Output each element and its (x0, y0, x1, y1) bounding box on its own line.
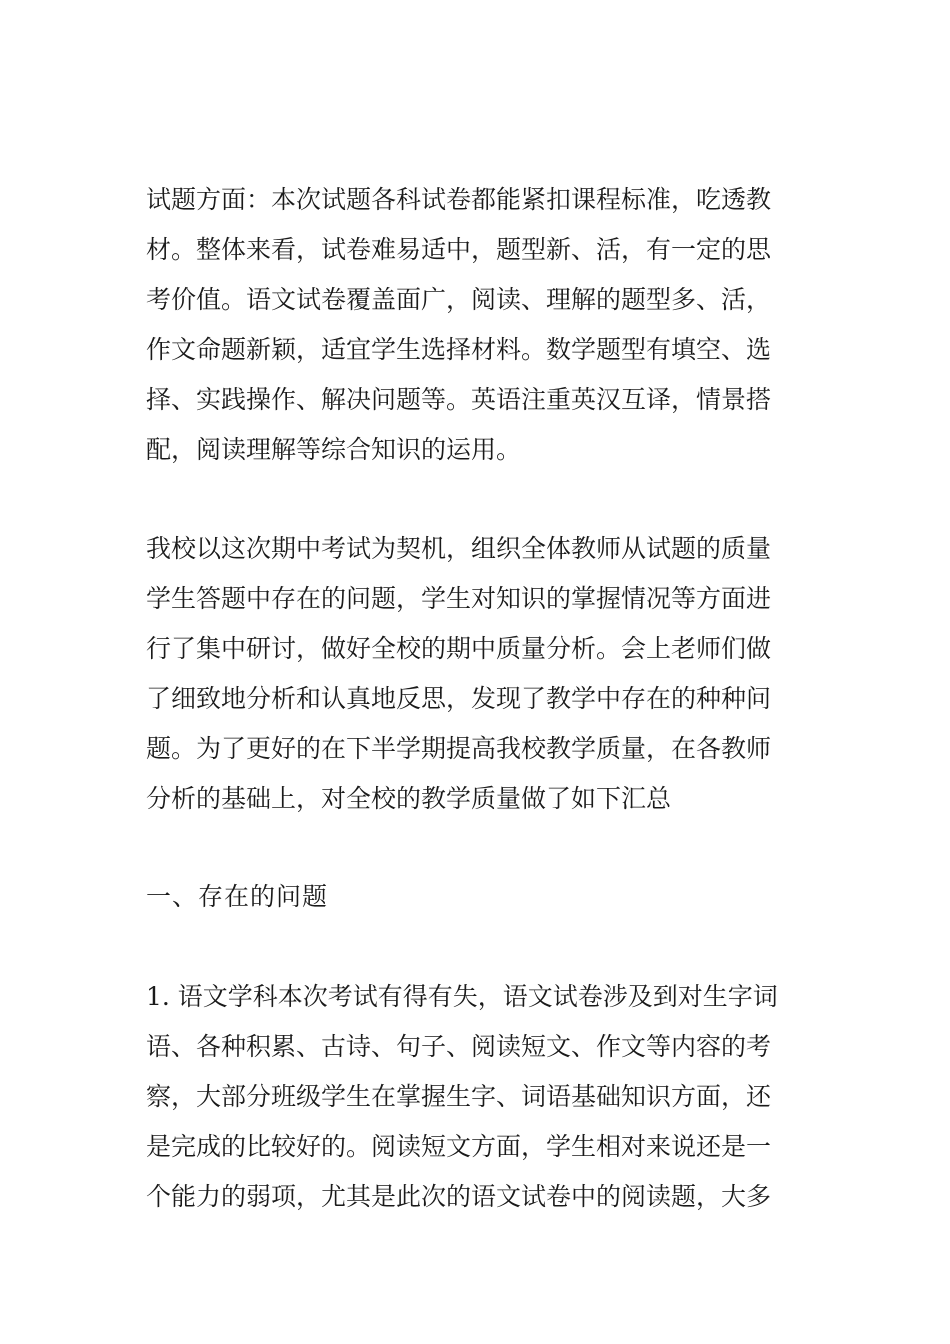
section-heading: 一、存在的问题 (146, 882, 329, 911)
paragraph-1-line-1: 试题方面：本次试题各科试卷都能紧扣课程标准，吃透教 (146, 185, 772, 214)
paragraph-1-line-6: 配，阅读理解等综合知识的运用。 (146, 435, 522, 464)
paragraph-2-line-3: 行了集中研讨，做好全校的期中质量分析。会上老师们做 (146, 634, 772, 663)
paragraph-3-line-4: 是完成的比较好的。阅读短文方面，学生相对来说还是一 (146, 1132, 772, 1161)
paragraph-3-line-3: 察，大部分班级学生在掌握生字、词语基础知识方面，还 (146, 1082, 772, 1111)
paragraph-1-line-3: 考价值。语文试卷覆盖面广，阅读、理解的题型多、活， (146, 285, 772, 314)
paragraph-2-line-5: 题。为了更好的在下半学期提高我校教学质量，在各教师 (146, 734, 772, 763)
paragraph-3-line-2: 语、各种积累、古诗、句子、阅读短文、作文等内容的考 (146, 1032, 772, 1061)
paragraph-2-line-1: 我校以这次期中考试为契机，组织全体教师从试题的质量 (146, 534, 772, 563)
paragraph-1-line-5: 择、实践操作、解决问题等。英语注重英汉互译，情景搭 (146, 385, 772, 414)
paragraph-2-line-6: 分析的基础上，对全校的教学质量做了如下汇总 (146, 784, 672, 813)
paragraph-1-line-2: 材。整体来看，试卷难易适中，题型新、活，有一定的思 (146, 235, 772, 264)
paragraph-2-line-4: 了细致地分析和认真地反思，发现了教学中存在的种种问 (146, 684, 772, 713)
paragraph-1-line-4: 作文命题新颖，适宜学生选择材料。数学题型有填空、选 (146, 335, 772, 364)
paragraph-3-line-1: 1. 语文学科本次考试有得有失，语文试卷涉及到对生字词 (146, 982, 778, 1011)
paragraph-2-line-2: 学生答题中存在的问题，学生对知识的掌握情况等方面进 (146, 584, 772, 613)
paragraph-3-line-5: 个能力的弱项，尤其是此次的语文试卷中的阅读题，大多 (146, 1182, 772, 1211)
